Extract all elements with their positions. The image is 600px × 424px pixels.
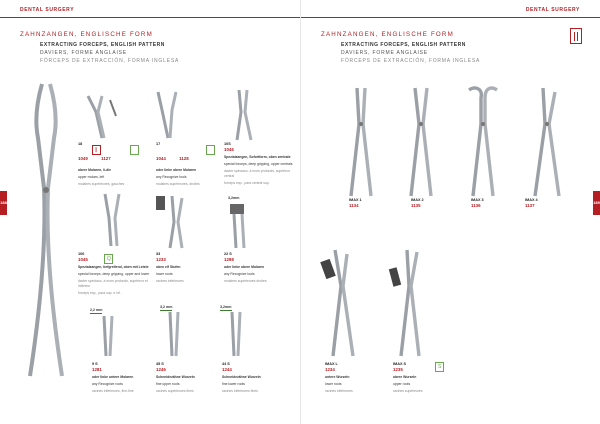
product-desc-es: fórceps esp., para sup. e inf. [78,290,121,295]
product-code: 1046 [224,147,234,152]
product-44s [222,362,288,394]
product-imax1 [349,198,389,208]
product-desc-en: lower roots [156,272,173,277]
product-code: 1233 [156,257,166,262]
forceps-106-image [95,190,131,246]
product-17 [156,142,222,187]
product-code: 1246 [156,367,166,372]
forceps-imax1-image [341,84,381,196]
product-desc-fr: racines supérieures fines [156,389,194,394]
product-code: 1044 [156,156,166,161]
page-number-tab-left [0,191,7,215]
product-desc-fr: racines inférieures [325,389,353,394]
top-bar-right [301,0,600,18]
product-code-2: 1128 [179,156,189,161]
product-18 [78,142,148,187]
product-desc-en: upper molars, left [78,175,105,180]
section-label-left: DENTAL SURGERY [20,7,75,13]
top-bar-left [0,0,300,18]
product-ref: 22 S [224,252,232,256]
page-number-tab-right [593,191,600,215]
jaw-icon [206,145,215,155]
section-label-right: DENTAL SURGERY [525,7,580,13]
page-number-left: 188 [0,200,7,205]
product-desc-en: upper roots [393,382,411,387]
product-desc-en: lower roots [325,382,342,387]
product-ref: 33 [156,252,161,256]
product-33 [156,252,220,284]
heading-fr: DAVIERS, FORME ANGLAISE [341,50,428,56]
product-ref: 45 S [156,362,164,366]
product-desc-fr: molaires supérieures droites [224,279,267,284]
product-desc-de: Spezialzangen, Sofortform, oben zentrale [224,155,291,159]
heading-right [321,31,480,64]
heading-en: EXTRACTING FORCEPS, ENGLISH PATTERN [40,42,165,48]
product-9s [92,362,156,394]
product-code-2: 1127 [101,156,111,161]
product-imax3 [471,198,511,208]
top-rule [0,17,300,18]
product-desc-en: any Recognize roots [92,382,123,387]
product-desc-de: oben elf Stufen [156,265,181,269]
product-desc-fr: davier spéciaux, à mors profonds, supérieur central [224,169,290,178]
product-ref: IMAX S [393,362,407,366]
product-ref: IMAX L [325,362,338,366]
product-45s [156,362,220,394]
heading-de: ZAHNZANGEN, ENGLISCHE FORM [321,31,454,38]
product-ref: IMAX 4 [525,198,538,202]
product-code: 1244 [222,367,232,372]
product-desc-en: fine upper roots [156,382,180,387]
forceps-imax3-image [461,84,505,196]
product-desc-fr: racines inférieures, fine-fine [92,389,134,394]
jaw-gap-4 [220,305,232,311]
jaw-gap-2 [90,308,102,314]
forceps-imax2-image [401,84,441,196]
gap-label: 3,2 mm [160,305,173,309]
product-code: 1298 [224,257,234,262]
heading-fr: DAVIERS, FORME ANGLAISE [40,50,127,56]
heading-de: ZAHNZANGEN, ENGLISCHE FORM [20,31,153,38]
product-ref: IMAX 1 [349,198,362,202]
forceps-45s-image [158,312,190,356]
product-desc-en: any Recognize tools [156,175,187,180]
jaw-icon: Q [104,254,113,264]
product-code: 1134 [349,203,359,208]
jaw-icon: S [435,362,444,372]
product-imax2 [411,198,451,208]
forceps-imaxs-image [387,246,431,356]
product-106 [78,252,150,295]
product-desc-fr: molaires supérieures, droites [156,182,200,187]
gap-label: 3,2mm [220,305,232,309]
forceps-10s-image [225,88,265,140]
product-ref: 44 S [222,362,230,366]
product-desc-de: Spezialzangen, tiefgreifend, oben mit Leiste [78,265,149,269]
product-code: 1234 [325,367,335,372]
product-imax4 [525,198,565,208]
product-22s [224,252,294,284]
forceps-large-image [16,78,76,378]
forceps-33-image [152,192,192,248]
forceps-9s-image [92,316,124,356]
jaw-icon-2 [130,145,139,155]
forceps-44s-image [220,312,252,356]
product-ref: 17 [156,142,161,146]
top-rule [301,17,600,18]
product-ref: 10S [224,142,231,146]
right-page [300,0,600,424]
forceps-18-image [82,92,122,138]
product-imaxl [325,362,385,394]
product-desc-es: fórceps esp., para central sup. [224,180,270,185]
gap-label: 2,2 mm [90,308,103,312]
product-desc-de: untere Wurzeln [325,375,350,379]
product-desc-de: obere Molaren, li-die [78,168,111,172]
product-ref: IMAX 3 [471,198,484,202]
product-ref: 106 [78,252,85,256]
product-desc-de: oder linke obere Molaren [156,168,197,172]
heading-es: FÓRCEPS DE EXTRACCIÓN, FORMA INGLESA [341,58,481,64]
forceps-imaxl-image [319,246,363,356]
product-desc-fr: racines inférieures fines [222,389,258,394]
product-desc-fr: racines inférieures [156,279,184,284]
product-desc-fr: racines supérieures [393,389,423,394]
product-desc-fr: molaires supérieures, gauches [78,182,125,187]
product-ref: 9 S [92,362,98,366]
product-code: 1049 [78,156,88,161]
product-desc-de: oder linke untere Molaren [92,375,134,379]
jaw-gap-3 [160,305,172,311]
heading-en: EXTRACTING FORCEPS, ENGLISH PATTERN [341,42,466,48]
forceps-symbol-icon [570,28,582,44]
product-code: 1135 [411,203,421,208]
gap-label: 3,2mm [228,196,240,200]
product-desc-de: oder linke obere Molaren [224,265,265,269]
product-desc-de: Schneidezähne Wurzeln [222,375,261,379]
product-ref: IMAX 2 [411,198,424,202]
product-desc-en: fine lower roots [222,382,245,387]
jaw-gap-1 [228,196,239,200]
product-code: 1045 [78,257,88,262]
product-desc-de: obere Wurzeln [393,375,417,379]
product-desc-fr: davier spéciaux, à mors profonds, supérieur et inférieur [78,279,148,288]
jaw-icon: ∥ [92,145,101,155]
product-code: 1137 [525,203,535,208]
product-10s [224,142,296,185]
heading-left [20,31,179,64]
product-desc-en: special forceps, deep gripping, upper and lower [78,272,150,277]
product-desc-en: special forceps, deep gripping, upper centrals [224,162,293,167]
page-number-right: 189 [593,200,600,205]
product-desc-en: any Recognize tools [224,272,255,277]
forceps-17-image [150,88,186,138]
product-desc-de: Schneidezähne Wurzeln [156,375,195,379]
product-ref: 18 [78,142,83,146]
product-code: 1281 [92,367,102,372]
product-code: 1136 [471,203,481,208]
product-imaxs [393,362,453,394]
forceps-22s-image [222,200,258,248]
forceps-imax4-image [525,84,569,196]
heading-es: FÓRCEPS DE EXTRACCIÓN, FORMA INGLESA [40,58,180,64]
product-code: 1235 [393,367,403,372]
